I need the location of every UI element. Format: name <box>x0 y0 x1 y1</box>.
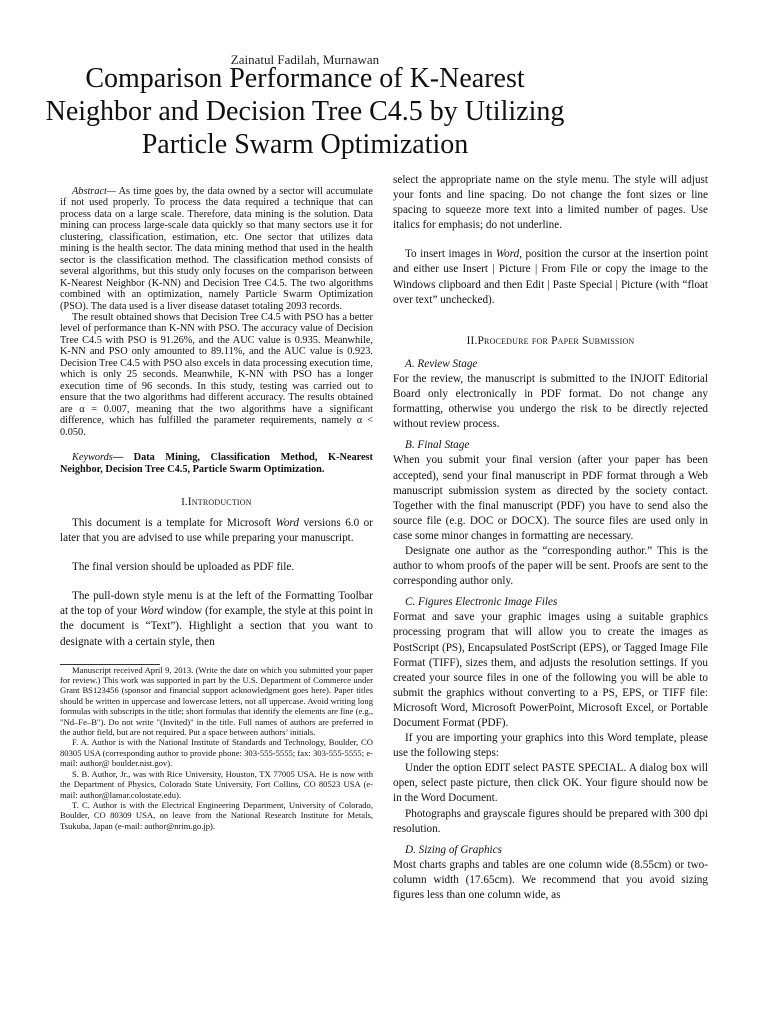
section-heading-introduction <box>60 496 373 508</box>
paragraph: Photographs and grayscale figures should be prepared with 300 dpi resolution. <box>393 807 708 835</box>
text: To insert images in <box>405 248 496 261</box>
abstract-paragraph <box>60 186 373 312</box>
text-italic: Word <box>139 605 164 618</box>
title-line: Comparison Performance of K-Nearest <box>85 63 525 94</box>
footnote: F. A. Author is with the National Institute of Standards and Technology, Boulder, CO 80305 USA (corresponding author to provide phone: 303-555-5555; fax: 303-555-5555; e-mail: author@ boulder.nist.gov). <box>60 737 373 769</box>
keywords <box>60 452 373 476</box>
paragraph: When you submit your final version (after your paper has been accepted), send your final manuscript in PDF format through a Web manuscript submission system as directed by the society contact. Together with the final manuscript (PDF) you have to send also the source file (e.g. DOC or DOCX). The source files are used only in case some minor changes in formatting are necessary. <box>393 454 708 542</box>
abstract-text: As time goes by, the data owned by a sector will accumulate if not used properly. To process the data required a technique that can process data on a large scale. Therefore, data mining is the solution. Data mining can process large-scale data quickly so that many sectors use it for clustering, classification, estimation, etc. One sector that utilizes data mining is the health sector. The data mining method that used in the health sector is the classification method. The classification method consists of several algorithms, but this study only focuses on the comparison between K-Nearest Neighbor (K-NN) and Decision Tree C4.5. The two algorithms combined with an optimization, namely Particle Swarm Optimization (PSO). The data used is a liver disease dataset totaling 2093 records. <box>60 186 373 312</box>
text: window (for example, the style at this point in the document is “Text”). Highlight a section that you want to designate with a certain style, then <box>60 605 373 648</box>
text-italic: Word, <box>495 248 523 261</box>
intro-paragraph <box>60 589 373 649</box>
paragraph: Under the option EDIT select PASTE SPECIAL. A dialog box will open, select paste picture, then click OK. Your figure should now be in the Word Document. <box>393 762 708 805</box>
text: This document is a template for Microsoft <box>72 516 276 529</box>
subsection-heading: C. Figures Electronic Image Files <box>405 596 558 609</box>
text: position the cursor at the insertion point and either use Insert | Picture | From File or copy the image to the Windows clipboard and then Edit | Paste Special | Picture (with “float over text” unchecked). <box>393 248 708 306</box>
section-number: I. <box>181 496 188 508</box>
footnotes <box>60 664 373 832</box>
paragraph: select the appropriate name on the style menu. The style will adjust your fonts and line spacing. Do not change the font sizes or line spacing to squeeze more text into a limited number of pages. Use italics for emphasis; do not underline. <box>393 174 708 232</box>
intro-body <box>60 516 373 650</box>
text: versions 6.0 or later that you are advised to use while preparing your manuscript. <box>60 516 374 545</box>
title-line: Particle Swarm Optimization <box>141 129 469 160</box>
intro-paragraph <box>60 516 373 546</box>
text: The pull-down style menu is at the left of the Formatting Toolbar at the top of your <box>60 590 373 618</box>
paragraph: If you are importing your graphics into this Word template, please use the following steps: <box>393 732 708 760</box>
title-line: Neighbor and Decision Tree C4.5 by Utilizing <box>45 96 565 127</box>
paragraph: Most charts graphs and tables are one column wide (8.55cm) or two-column width (17.65cm). We recommend that you avoid sizing figures less than one column wide, as <box>393 858 708 902</box>
paragraph <box>393 247 708 307</box>
author-names: Zainatul Fadilah, Murnawan <box>230 52 380 67</box>
section-number: II. <box>466 334 478 347</box>
paragraph: Format and save your graphic images using a suitable graphics processing program that will allow you to create the images as PostScript (PS), Encapsulated PostScript (EPS), or Tagged Image File Format (TIFF), sizes them, and adjusts the resolution settings. If you created your source files in one of the following you will be able to submit the graphics without converting to a PS, EPS, or TIFF file: Microsoft Word, Microsoft PowerPoint, Microsoft Excel, or Portable Document Format (PDF). <box>393 611 708 729</box>
section-heading-procedure <box>393 334 708 349</box>
subsection-heading: B. Final Stage <box>405 439 470 452</box>
abstract-label: Abstract— <box>72 186 117 197</box>
paper-title <box>0 62 610 161</box>
paragraph: For the review, the manuscript is submitted to the INJOIT Editorial Board only electronically in PDF format. Do not change any formatting, otherwise you undergo the risk to be directly rejected without review process. <box>393 372 708 431</box>
footnote: Manuscript received April 9, 2013. (Write the date on which you submitted your paper for review.) This work was supported in part by the U.S. Department of Commerce under Grant BS123456 (sponsor and financial support acknowledgment goes here). Paper titles should be written in uppercase and lowercase letters, not all uppercase. Avoid writing long formulas with subscripts in the title; short formulas that identify the elements are fine (e.g., "Nd–Fe–B"). Do not write "(Invited)" in the title. Full names of authors are preferred in the author field, but are not required. Put a space between authors’ initials. <box>60 664 373 738</box>
footnote: S. B. Author, Jr., was with Rice University, Houston, TX 77005 USA. He is now with the Department of Physics, Colorado State University, Fort Collins, CO 80523 USA (e-mail: author@lamar.colostate.edu). <box>60 768 373 800</box>
section-title: Procedure for Paper Submission <box>477 334 635 347</box>
abstract <box>60 186 373 438</box>
footnote: T. C. Author is with the Electrical Engineering Department, University of Colorado, Boulder, CO 80309 USA, on leave from the National Research Institute for Metals, Tsukuba, Japan (e-mail: author@nrim.go.jp). <box>60 799 373 831</box>
keywords-text: — Data Mining, Classification Method, K-Nearest Neighbor, Decision Tree C4.5, Particle Swarm Optimization. <box>60 451 373 475</box>
text-italic: Word <box>275 516 299 529</box>
paragraph: Designate one author as the “corresponding author.” This is the author to whom proofs of the paper will be sent. Proofs are sent to the corresponding author only. <box>393 544 708 588</box>
left-column <box>60 186 373 831</box>
section-title: Introduction <box>187 495 252 508</box>
intro-paragraph: The final version should be uploaded as PDF file. <box>72 561 295 574</box>
keywords-label: Keywords <box>72 451 113 463</box>
subsection-heading: A. Review Stage <box>405 357 478 370</box>
abstract-paragraph-2: The result obtained shows that Decision Tree C4.5 with PSO has a better level of performance than K-NN with PSO. The accuracy value of Decision Tree C4.5 with PSO is 91.26%, and the AUC value is 0.935. Meanwhile, K-NN and PSO only amounted to 89.11%, and the AUC value is 0.923. Decision Tree C4.5 with PSO also excels in data processing execution time, which is only 25 seconds. Meanwhile, K-NN with PSO has a longer execution time of 96 seconds. In this study, testing was carried out to ensure that the two algorithms had different accuracy. The results obtained are α = 0.007, meaning that the two algorithms have a significant difference, which has fulfilled the parameter requirements, namely α < 0.050. <box>60 311 373 438</box>
subsection-heading: D. Sizing of Graphics <box>405 843 502 856</box>
right-column <box>393 173 708 903</box>
